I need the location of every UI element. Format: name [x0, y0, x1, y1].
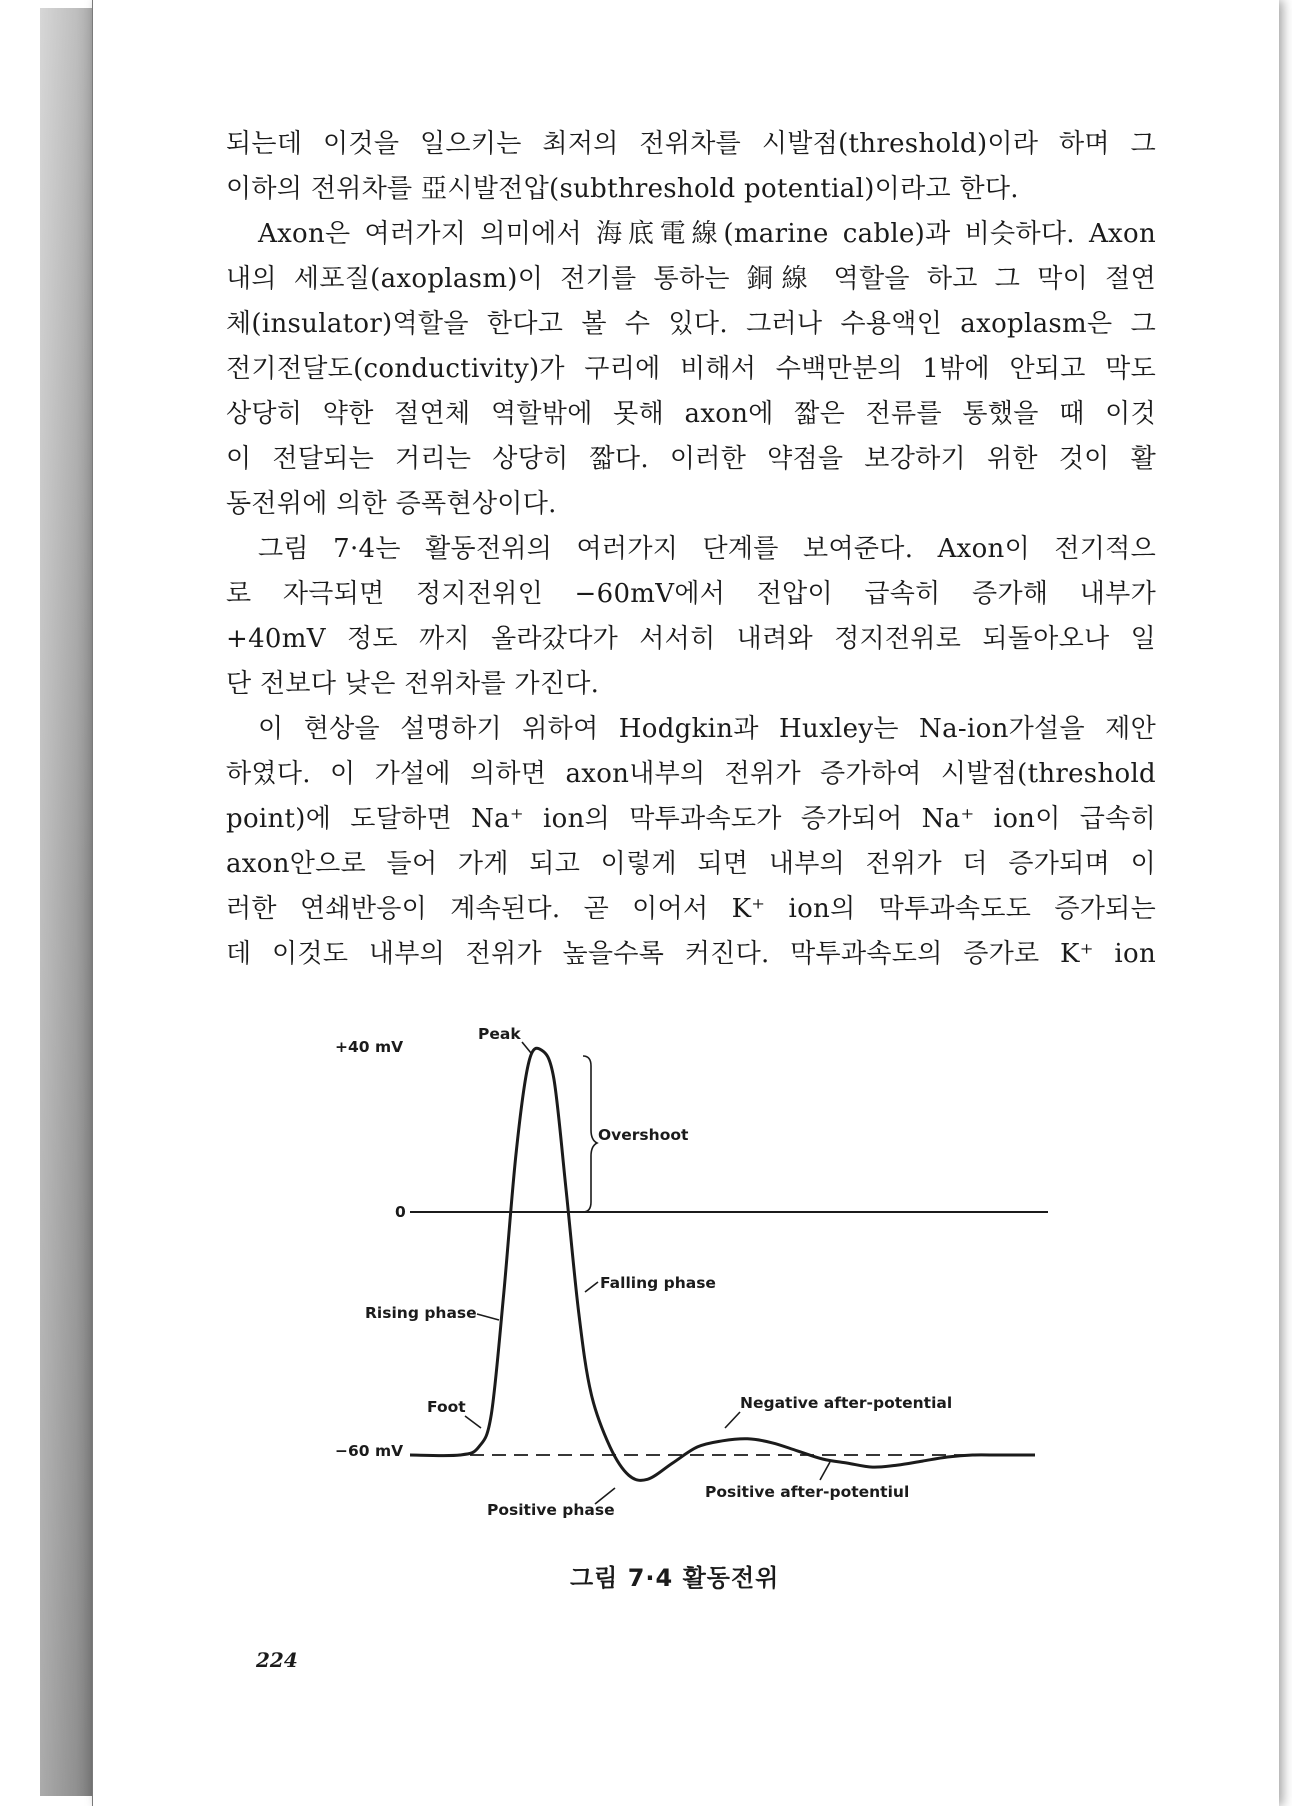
action-potential-chart [315, 1020, 1055, 1530]
positive-after-pointer [820, 1462, 830, 1480]
rising-pointer [477, 1314, 499, 1320]
text-line: 이하의 전위차를 亞시발전압(subthreshold potential)이라고 한다. [226, 174, 1019, 204]
figure-caption: 그림 7·4 활동전위 [570, 1564, 780, 1592]
book-spine-shade [40, 8, 92, 1796]
plus-40-mv-label: +40 mV [335, 1038, 404, 1056]
body-text [226, 122, 1156, 977]
negative-after-potential-label: Negative after-potential [740, 1394, 953, 1412]
foot-label: Foot [427, 1398, 466, 1416]
minus-60-mv-label: −60 mV [335, 1442, 404, 1460]
action-potential-curve [410, 1048, 1035, 1480]
text-line: +40mV 정도 까지 올라갔다가 서서히 내려와 정지전위로 되돌아오나 일 [226, 624, 1156, 654]
text-line: 내의 세포질(axoplasm)이 전기를 통하는 銅線 역할을 하고 그 막이 절연 [226, 264, 1156, 294]
overshoot-bracket [583, 1056, 597, 1212]
text-line: point)에 도달하면 Na⁺ ion의 막투과속도가 증가되어 Na⁺ ion이 급속히 [226, 804, 1156, 834]
action-potential-figure [315, 1020, 1055, 1530]
negative-after-pointer [725, 1412, 740, 1428]
text-line: 전기전달도(conductivity)가 구리에 비해서 수백만분의 1밖에 안되고 막도 [226, 354, 1156, 384]
text-line: 이 전달되는 거리는 상당히 짧다. 이러한 약점을 보강하기 위한 것이 활 [226, 444, 1156, 474]
falling-phase-label: Falling phase [600, 1274, 716, 1292]
foot-pointer [465, 1416, 481, 1428]
text-line: 이 현상을 설명하기 위하여 Hodgkin과 Huxley는 Na-ion가설을 제안 [258, 714, 1156, 744]
text-line: axon안으로 들어 가게 되고 이렇게 되면 내부의 전위가 더 증가되며 이 [226, 849, 1156, 879]
page-number: 224 [256, 1648, 298, 1672]
peak-label: Peak [478, 1025, 521, 1043]
positive-phase-label: Positive phase [487, 1501, 615, 1519]
text-line: 로 자극되면 정지전위인 −60mV에서 전압이 급속히 증가해 내부가 [226, 579, 1156, 609]
text-line: 동전위에 의한 증폭현상이다. [226, 489, 557, 519]
text-line: 하였다. 이 가설에 의하면 axon내부의 전위가 증가하여 시발점(threshold [226, 759, 1156, 789]
rising-phase-label: Rising phase [365, 1304, 477, 1322]
text-line: 단 전보다 낮은 전위차를 가진다. [226, 669, 600, 699]
overshoot-label: Overshoot [598, 1126, 689, 1144]
zero-label: 0 [395, 1203, 406, 1221]
text-line: 러한 연쇄반응이 계속된다. 곧 이어서 K⁺ ion의 막투과속도도 증가되는 [226, 894, 1156, 924]
text-line: 데 이것도 내부의 전위가 높을수록 커진다. 막투과속도의 증가로 K⁺ ion [226, 939, 1156, 969]
falling-pointer [585, 1282, 598, 1292]
text-line: 상당히 약한 절연체 역할밖에 못해 axon에 짧은 전류를 통했을 때 이것 [226, 399, 1156, 429]
text-line: 되는데 이것을 일으키는 최저의 전위차를 시발점(threshold)이라 하며 그 [226, 129, 1156, 159]
text-line: 그림 7·4는 활동전위의 여러가지 단계를 보여준다. Axon이 전기적으 [258, 534, 1156, 564]
positive-after-potential-label: Positive after-potentiul [705, 1483, 910, 1501]
peak-pointer [522, 1042, 531, 1053]
text-line: 체(insulator)역할을 한다고 볼 수 있다. 그러나 수용액인 axoplasm은 그 [226, 309, 1156, 339]
text-line: Axon은 여러가지 의미에서 海底電線(marine cable)과 비슷하다. Axon [258, 219, 1156, 249]
